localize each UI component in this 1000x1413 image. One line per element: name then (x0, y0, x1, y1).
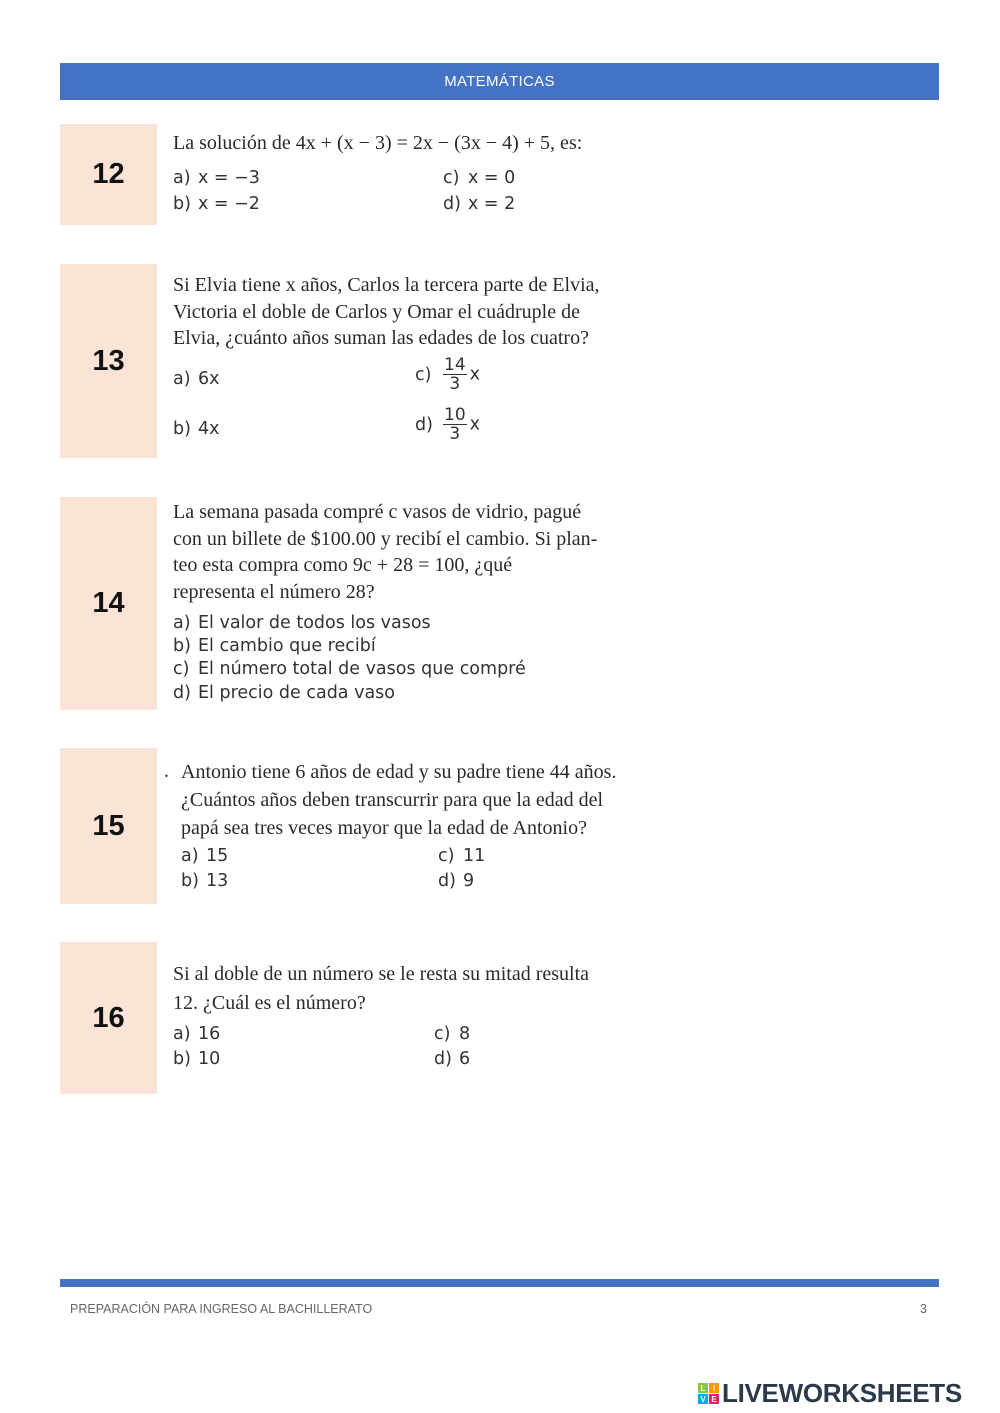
question-15 (164, 758, 616, 842)
option-d[interactable]: d) $\frac{10}{3}$ x (415, 405, 480, 444)
question-stem-line: con un billete de $100.00 y recibí el cambio. Si plan- (173, 527, 598, 550)
footer-bar (60, 1279, 939, 1287)
option-c[interactable]: c) $\frac{14}{3}$ x (415, 355, 480, 394)
footer-title: PREPARACIÓN PARA INGRESO AL BACHILLERATO (70, 1302, 373, 1316)
option-c[interactable]: c) 8 (434, 1024, 471, 1044)
page-header (60, 63, 939, 100)
option-c[interactable]: c) 11 (438, 846, 486, 866)
option-b[interactable]: b) x = −2 (173, 194, 260, 214)
fraction: $\frac{10}{3}$ (444, 405, 466, 444)
bullet-dot: . (164, 760, 169, 782)
question-stem-line: Si al doble de un número se le resta su mitad resulta (173, 963, 590, 985)
question-stem: La solución de 4x + (x − 3) = 2x − (3x − 4) + 5, es: (173, 132, 583, 154)
option-a[interactable]: a) x = −3 (173, 168, 260, 188)
liveworksheets-logo[interactable] (698, 1378, 962, 1409)
question-stem-line: ¿Cuántos años deben transcurrir para que la edad del (181, 789, 604, 811)
option-a[interactable]: a) El valor de todos los vasos (173, 613, 431, 633)
option-d[interactable]: d) El precio de cada vaso (173, 683, 396, 703)
liveworksheets-text: LIVEWORKSHEETS (722, 1378, 962, 1408)
question-number-13: 13 (60, 264, 157, 458)
liveworksheets-icon: L I V E (698, 1383, 719, 1404)
question-number-12: 12 (60, 124, 157, 225)
question-14 (173, 499, 597, 605)
question-stem-line: Antonio tiene 6 años de edad y su padre tiene 44 años. (181, 761, 617, 783)
option-d[interactable]: d) 6 (434, 1049, 471, 1069)
option-d[interactable]: d) x = 2 (443, 194, 516, 214)
question-stem-line: 12. ¿Cuál es el número? (173, 992, 366, 1014)
option-a[interactable]: a) 15 (181, 846, 229, 866)
question-number-16: 16 (60, 942, 157, 1094)
option-b[interactable]: b) 4x (173, 419, 220, 439)
page-number: 3 (920, 1302, 927, 1316)
option-a[interactable]: a) 6x (173, 369, 220, 389)
question-16 (173, 960, 589, 1018)
header-title: MATEMÁTICAS (444, 73, 555, 90)
option-d[interactable]: d) 9 (438, 871, 475, 891)
option-a[interactable]: a) 16 (173, 1024, 221, 1044)
option-b[interactable]: b) 10 (173, 1049, 221, 1069)
question-number-15: 15 (60, 748, 157, 904)
question-stem-line: Victoria el doble de Carlos y Omar el cuádruple de (173, 300, 580, 323)
fraction: $\frac{14}{3}$ (444, 355, 466, 394)
option-c[interactable]: c) x = 0 (443, 168, 516, 188)
question-stem-line: teo esta compra como 9c + 28 = 100, ¿qué (173, 554, 513, 576)
question-stem-line: representa el número 28? (173, 580, 375, 603)
question-stem-line: Si Elvia tiene x años, Carlos la tercera parte de Elvia, (173, 274, 600, 296)
option-c[interactable]: c) El número total de vasos que compré (173, 659, 526, 679)
question-stem-line: Elvia, ¿cuánto años suman las edades de los cuatro? (173, 327, 589, 349)
question-stem-line: La semana pasada compré c vasos de vidrio, pagué (173, 501, 582, 523)
question-13 (173, 272, 600, 352)
question-number-14: 14 (60, 497, 157, 710)
question-12 (173, 130, 582, 157)
question-stem-line: papá sea tres veces mayor que la edad de Antonio? (181, 817, 587, 839)
option-b[interactable]: b) El cambio que recibí (173, 636, 376, 656)
option-b[interactable]: b) 13 (181, 871, 229, 891)
